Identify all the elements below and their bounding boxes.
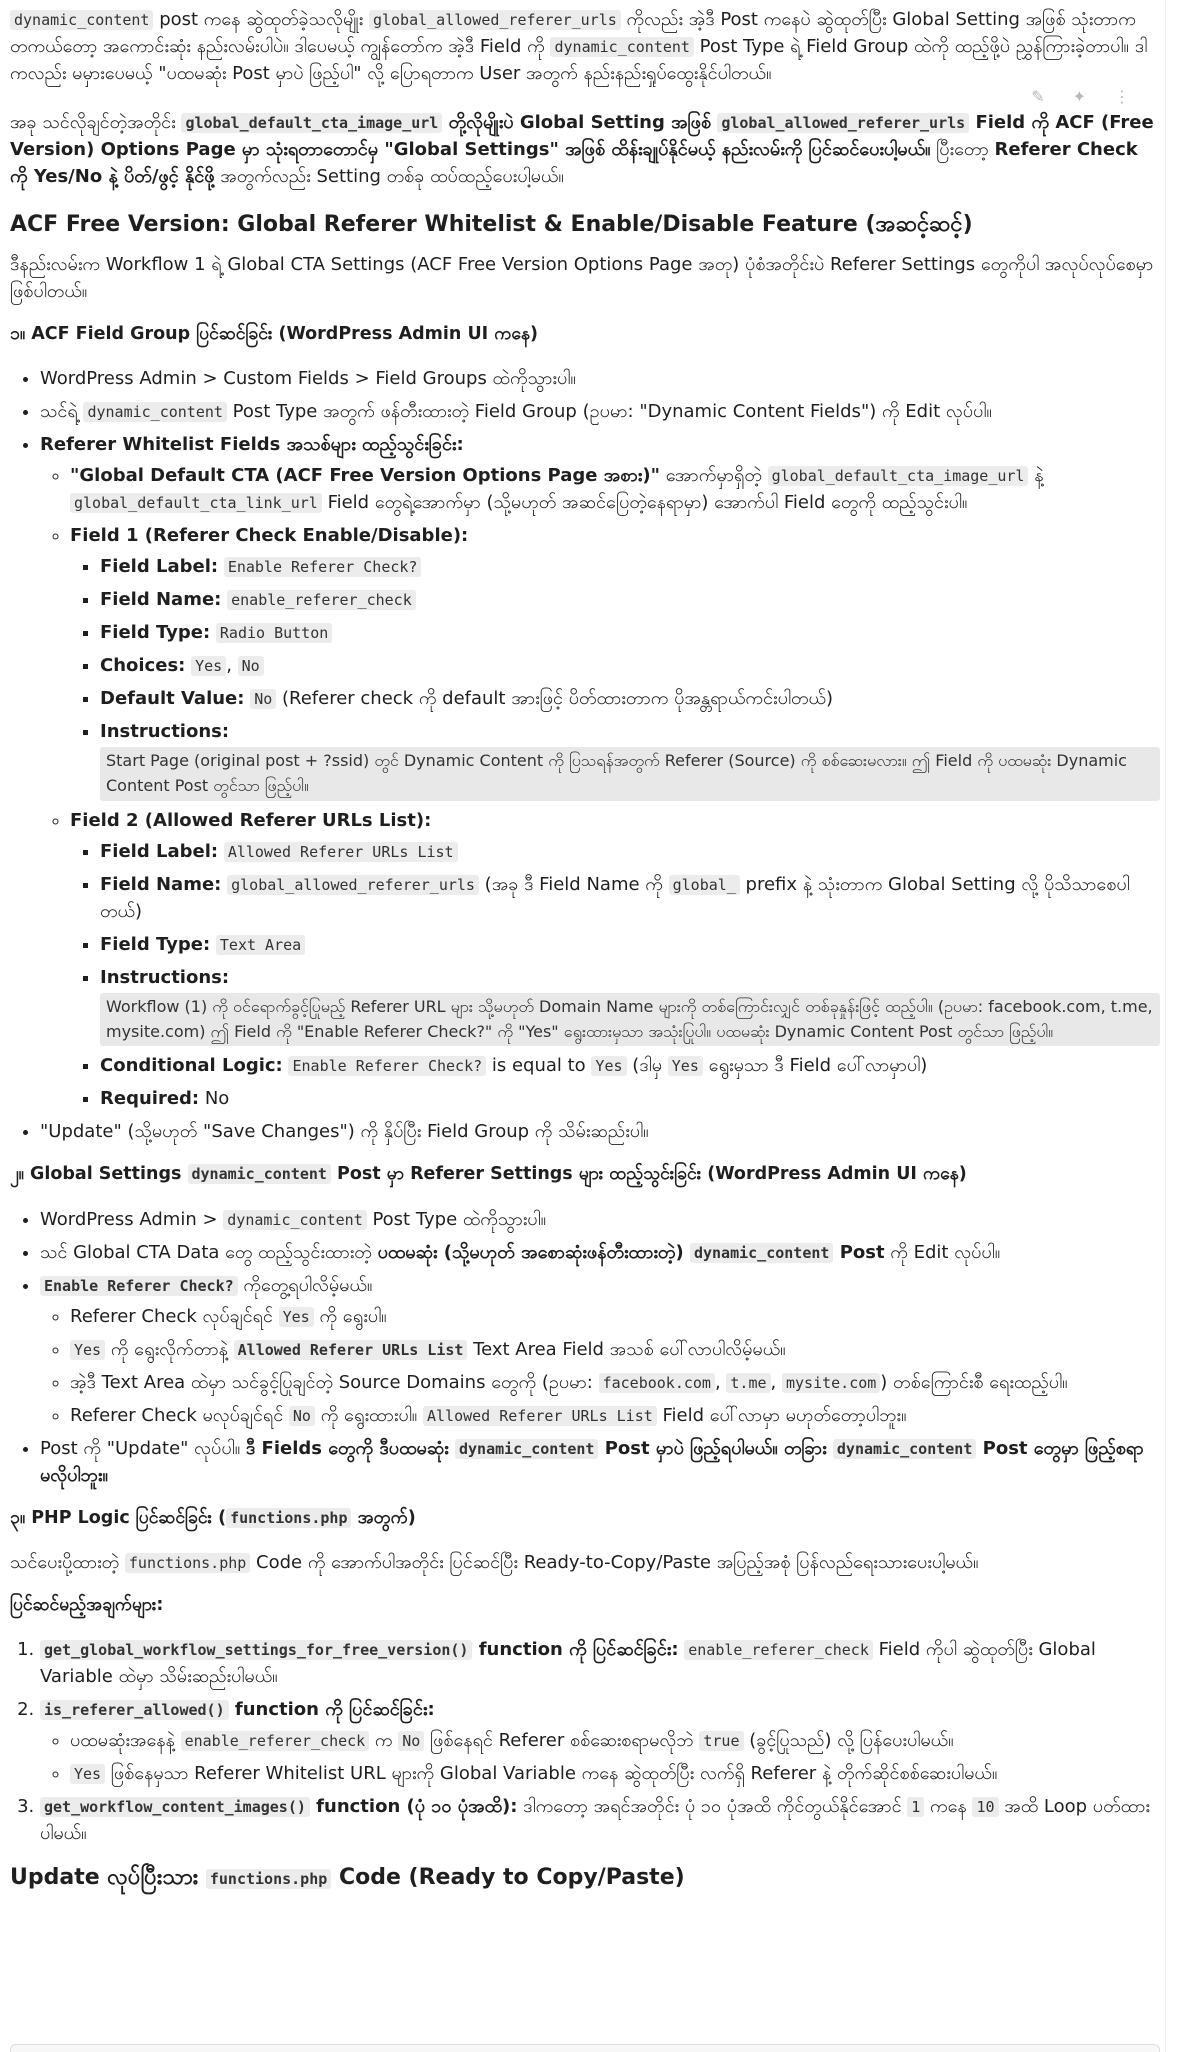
- step-1-list: [10, 365, 1160, 1145]
- list-item: ◦ အဲ့ဒီ Text Area ထဲမှာ သင်ခွင့်ပြုချင်တဲ့ Source Domains တွေကို (ဥပမာ: facebook.com , t.me , mysite.com ) တစ်ကြောင်းစီ ရေးထည့်ပါ။: [70, 1369, 1160, 1396]
- inline-code: global_default_cta_image_url: [181, 113, 442, 133]
- inline-code: 1: [907, 1797, 924, 1817]
- scroll-edge: [1165, 0, 1174, 2052]
- inline-code: dynamic_content: [10, 10, 153, 30]
- sub-list: [40, 1727, 1160, 1787]
- sub-list: [40, 1303, 1160, 1429]
- list-item: ◦ Field 2 (Allowed Referer URLs List): ▪ Field Label: Allowed Referer URLs List ▪ Field Name: global_allowed_referer_urls (အခု ဒီ Field Name ကို global_ prefix နဲ့ သုံးတာက Global Setting လို့ ပိုသိသာစေပါတယ်) ▪ Field Type: Text Area ▪ Instructions: Workflow (1) ကို ဝင်ရောက်ခွင့်ပြုမည့် Referer URL များ သို့မဟုတ် Domain Name များကို တစ်ကြောင်းလျှင် တစ်ခုနှုန်းဖြင့် ထည့်ပါ။ (ဥပမာ: facebook.com, t.me, mysite.com) ဤ Field ကို "Enable Referer Check?" ကို "Yes" ရွေးထားမှသာ အသုံးပြုပါ။ ပထမဆုံး Dynamic Content Post တွင်သာ ဖြည့်ပါ။ ▪ Conditional Logic: Enable Referer Check? is equal to Yes (ဒါမှ Yes ရွေးမှသာ ဒီ Field ပေါ်လာမှာပါ) ▪ Required: No: [70, 807, 1160, 1113]
- more-options-icon[interactable]: ⋮: [1114, 87, 1130, 106]
- inline-code: No: [289, 1406, 315, 1426]
- list-item: ◦ ပထမဆုံးအနေနဲ့ enable_referer_check က No ဖြစ်နေရင် Referer စစ်ဆေးစရာမလိုဘဲ true (ခွင့်ပြုသည်) လို့ ပြန်ပေးပါမယ်။: [70, 1727, 1160, 1754]
- list-item: 3. get_workflow_content_images() function (ပုံ ၁၀ ပုံအထိ): ဒါကတော့ အရင်အတိုင်း ပုံ ၁၀ ပုံအထိ ကိုင်တွယ်နိုင်အောင် 1 ကနေ 10 အထိ Loop ပတ်ထားပါမယ်။: [40, 1793, 1160, 1847]
- list-item: • သင် Global CTA Data တွေ ထည့်သွင်းထားတဲ့ ပထမဆုံး (သို့မဟုတ် အစောဆုံးဖန်တီးထားတဲ့) dynamic_content Post ကို Edit လုပ်ပါ။: [40, 1239, 1160, 1266]
- inline-code: global_allowed_referer_urls: [369, 10, 621, 30]
- inline-code: Yes: [70, 1764, 105, 1784]
- list-item: • "Update" (သို့မဟုတ် "Save Changes") ကို နှိပ်ပြီး Field Group ကို သိမ်းဆည်းပါ။: [40, 1118, 1160, 1145]
- list-item: • WordPress Admin > dynamic_content Post Type ထဲကိုသွားပါ။: [40, 1206, 1160, 1233]
- intro-paragraph-2: အခု သင်လိုချင်တဲ့အတိုင်း global_default_cta_image_url တို့လိုမျိုးပဲ Global Setting အဖြစ် global_allowed_referer_urls Field ကို ACF (Free Version) Options Page မှာ သုံးရတာတောင်မှ "Global Settings" အဖြစ် ထိန်းချုပ်နိုင်မယ့် နည်းလမ်းကို ပြင်ဆင်ပေးပါ့မယ်။ ပြီးတော့ Referer Check ကို Yes/No နဲ့ ပိတ်/ဖွင့် နိုင်ဖို့ အတွက်လည်း Setting တစ်ခု ထပ်ထည့်ပေးပါ့မယ်။: [10, 112, 1154, 187]
- inline-code: mysite.com: [782, 1373, 880, 1393]
- list-item: ▪ Conditional Logic: Enable Referer Check? is equal to Yes (ဒါမှ Yes ရွေးမှသာ ဒီ Field ပေါ်လာမှာပါ): [100, 1052, 1160, 1079]
- list-item: ▪ Instructions: Start Page (original post + ?ssid) တွင် Dynamic Content ကို ပြသရန်အတွက် Referer (Source) ကို စစ်ဆေးမလား။ ဤ Field ကို ပထမဆုံး Dynamic Content Post တွင်သာ ဖြည့်ပါ။: [100, 718, 1160, 801]
- inline-code: 10: [972, 1797, 998, 1817]
- inline-code: Enable Referer Check?: [40, 1276, 238, 1296]
- inline-code: dynamic_content: [690, 1243, 833, 1263]
- list-item: 1. get_global_workflow_settings_for_free_version() function ကို ပြင်ဆင်ခြင်း: enable_referer_check Field ကိုပါ ဆွဲထုတ်ပြီး Global Variable ထဲမှာ သိမ်းဆည်းပါမယ်။: [40, 1636, 1160, 1690]
- sparkle-icon[interactable]: ✦: [1072, 87, 1086, 106]
- list-item: ▪ Default Value: No (Referer check ကို default အားဖြင့် ပိတ်ထားတာက ပိုအန္တရာယ်ကင်းပါတယ်): [100, 685, 1160, 712]
- inline-code: functions.php: [206, 1869, 331, 1889]
- list-item: ▪ Field Label: Allowed Referer URLs List: [100, 838, 1160, 865]
- intro-paragraph-1: dynamic_content post ကနေ ဆွဲထုတ်ခဲ့သလိုမျိုး global_allowed_referer_urls ကိုလည်း အဲ့ဒီ Post ကနေပဲ ဆွဲထုတ်ပြီး Global Setting အဖြစ် သုံးတာက တကယ်တော့ အကောင်းဆုံး နည်းလမ်းပါပဲ။ ဒါပေမယ့် ကျွန်တော်က အဲ့ဒီ Field ကို dynamic_content Post Type ရဲ့ Field Group ထဲကို ထည့်ဖို့ပဲ ညွှန်ကြားခဲ့တာပါ။ ဒါကလည်း မမှားပေမယ့် "ပထမဆုံး Post မှာပဲ ဖြည့်ပါ" လို့ ပြောရတာက User အတွက် နည်းနည်းရှုပ်ထွေးနိုင်ပါတယ်။: [10, 9, 1148, 84]
- section-heading: ACF Free Version: Global Referer Whitelist & Enable/Disable Feature (အဆင့်ဆင့်): [10, 212, 973, 237]
- inline-code: dynamic_content: [550, 37, 693, 57]
- list-item: ◦ Referer Check လုပ်ချင်ရင် Yes ကို ရွေးပါ။: [70, 1303, 1160, 1330]
- list-item: ▪ Field Label: Enable Referer Check?: [100, 553, 1160, 580]
- list-item: ▪ Required: No: [100, 1085, 1160, 1112]
- inline-code: is_referer_allowed(): [40, 1700, 229, 1720]
- field-2-props: [70, 838, 1160, 1113]
- code-block-top: [10, 2044, 1160, 2052]
- list-item: • Post ကို "Update" လုပ်ပါ။ ဒီ Fields တွေကို ဒီပထမဆုံး dynamic_content Post မှာပဲ ဖြည့်ရပါမယ်။ တခြား dynamic_content Post တွေမှာ ဖြည့်စရာ မလိုပါဘူး။: [40, 1435, 1160, 1489]
- step-2-heading: ၂။ Global Settings dynamic_content Post မှာ Referer Settings များ ထည့်သွင်းခြင်း (WordPress Admin UI ကနေ): [10, 1164, 967, 1185]
- inline-code: No: [250, 689, 276, 709]
- list-item: ◦ Yes ဖြစ်နေမှသာ Referer Whitelist URL များကို Global Variable ကနေ ဆွဲထုတ်ပြီး လက်ရှိ Referer နဲ့ တိုက်ဆိုင်စစ်ဆေးပါမယ်။: [70, 1760, 1160, 1787]
- field-1-props: [70, 553, 1160, 801]
- list-item: ▪ Field Name: global_allowed_referer_urls (အခု ဒီ Field Name ကို global_ prefix နဲ့ သုံးတာက Global Setting လို့ ပိုသိသာစေပါတယ်): [100, 871, 1160, 925]
- list-item: ◦ Referer Check မလုပ်ချင်ရင် No ကို ရွေးထားပါ။ Allowed Referer URLs List Field ပေါ်လာမှာ မဟုတ်တော့ပါဘူး။: [70, 1402, 1160, 1429]
- inline-code: No: [398, 1731, 424, 1751]
- inline-code: functions.php: [226, 1508, 351, 1528]
- step-3-paragraph: သင်ပေးပို့ထားတဲ့ functions.php Code ကို အောက်ပါအတိုင်း ပြင်ဆင်ပြီး Ready-to-Copy/Paste အပြည့်အစုံ ပြန်လည်ရေးသားပေးပါ့မယ်။: [10, 1551, 979, 1573]
- list-item: ▪ Field Type: Radio Button: [100, 619, 1160, 646]
- changes-list: [10, 1636, 1160, 1847]
- list-item: ▪ Field Type: Text Area: [100, 931, 1160, 958]
- list-item: • WordPress Admin > Custom Fields > Field Groups ထဲကိုသွားပါ။: [40, 365, 1160, 392]
- inline-code: Allowed Referer URLs List: [224, 842, 458, 862]
- inline-code: Yes: [279, 1307, 314, 1327]
- inline-code: functions.php: [125, 1553, 250, 1573]
- list-item: ▪ Field Name: enable_referer_check: [100, 586, 1160, 613]
- inline-code: get_global_workflow_settings_for_free_version(): [40, 1640, 472, 1660]
- step-3-heading: ၃။ PHP Logic ပြင်ဆင်ခြင်း ( functions.php အတွက်): [10, 1507, 416, 1528]
- inline-code: Yes: [191, 656, 226, 676]
- inline-code: Allowed Referer URLs List: [423, 1406, 657, 1426]
- inline-code: facebook.com: [599, 1373, 715, 1393]
- inline-code: global_allowed_referer_urls: [227, 875, 479, 895]
- inline-code: global_allowed_referer_urls: [717, 113, 969, 133]
- inline-code: Yes: [668, 1056, 703, 1076]
- inline-code: global_default_cta_link_url: [70, 493, 322, 513]
- list-item: ▪ Instructions: Workflow (1) ကို ဝင်ရောက်ခွင့်ပြုမည့် Referer URL များ သို့မဟုတ် Domain Name များကို တစ်ကြောင်းလျှင် တစ်ခုနှုန်းဖြင့် ထည့်ပါ။ (ဥပမာ: facebook.com, t.me, mysite.com) ဤ Field ကို "Enable Referer Check?" ကို "Yes" ရွေးထားမှသာ အသုံးပြုပါ။ ပထမဆုံး Dynamic Content Post တွင်သာ ဖြည့်ပါ။: [100, 964, 1160, 1047]
- list-item: 2. is_referer_allowed() function ကို ပြင်ဆင်ခြင်း: ◦ ပထမဆုံးအနေနဲ့ enable_referer_check က No ဖြစ်နေရင် Referer စစ်ဆေးစရာမလိုဘဲ true (ခွင့်ပြုသည်) လို့ ပြန်ပေးပါမယ်။ ◦ Yes ဖြစ်နေမှသာ Referer Whitelist URL များကို Global Variable ကနေ ဆွဲထုတ်ပြီး လက်ရှိ Referer နဲ့ တိုက်ဆိုင်စစ်ဆေးပါမယ်။: [40, 1696, 1160, 1787]
- list-item: • Referer Whitelist Fields အသစ်များ ထည့်သွင်းခြင်း: ◦ "Global Default CTA (ACF Free Version Options Page အစား)" အောက်မှာရှိတဲ့ global_default_cta_image_url နဲ့ global_default_cta_link_url Field တွေရဲ့အောက်မှာ (သို့မဟုတ် အဆင်ပြေတဲ့နေရာမှာ) အောက်ပါ Field တွေကို ထည့်သွင်းပါ။ ◦ Field 1 (Referer Check Enable/Disable): ▪ Field Label: Enable Referer Check? ▪ Field Name: enable_referer_check ▪ Field Type: Radio Button ▪ Choices: Yes , No ▪ Default Value: No (Referer check ကို default အားဖြင့် ပိတ်ထားတာက ပိုအန္တရာယ်ကင်းပါတယ်) ▪ Instructions: Start Page (original post + ?ssid) တွင် Dynamic Content ကို ပြသရန်အတွက် Referer (Source) ကို စစ်ဆေးမလား။ ဤ Field ကို ပထမဆုံး Dynamic Content Post တွင်သာ ဖြည့်ပါ။ ◦ Field 2 (Allowed Referer URLs List): ▪ Field Label: Allowed Referer URLs List ▪ Field Name: global_allowed_referer_urls (အခု ဒီ Field Name ကို global_ prefix နဲ့ သုံးတာက Global Setting လို့ ပိုသိသာစေပါတယ်) ▪ Field Type: Text Area ▪ Instructions: Workflow (1) ကို ဝင်ရောက်ခွင့်ပြုမည့် Referer URL များ သို့မဟုတ် Domain Name များကို တစ်ကြောင်းလျှင် တစ်ခုနှုန်းဖြင့် ထည့်ပါ။ (ဥပမာ: facebook.com, t.me, mysite.com) ဤ Field ကို "Enable Referer Check?" ကို "Yes" ရွေးထားမှသာ အသုံးပြုပါ။ ပထမဆုံး Dynamic Content Post တွင်သာ ဖြည့်ပါ။ ▪ Conditional Logic: Enable Referer Check? is equal to Yes (ဒါမှ Yes ရွေးမှသာ ဒီ Field ပေါ်လာမှာပါ) ▪ Required: No: [40, 431, 1160, 1112]
- message-toolbar: [10, 85, 1130, 106]
- inline-code: get_workflow_content_images(): [40, 1797, 310, 1817]
- inline-code: Allowed Referer URLs List: [234, 1340, 468, 1360]
- inline-code: Yes: [591, 1056, 626, 1076]
- inline-code: dynamic_content: [833, 1439, 976, 1459]
- inline-code: Radio Button: [216, 623, 332, 643]
- inline-code: Yes: [70, 1340, 105, 1360]
- list-item: ◦ "Global Default CTA (ACF Free Version Options Page အစား)" အောက်မှာရှိတဲ့ global_default_cta_image_url နဲ့ global_default_cta_link_url Field တွေရဲ့အောက်မှာ (သို့မဟုတ် အဆင်ပြေတဲ့နေရာမှာ) အောက်ပါ Field တွေကို ထည့်သွင်းပါ။: [70, 462, 1160, 516]
- instructions-code: Workflow (1) ကို ဝင်ရောက်ခွင့်ပြုမည့် Referer URL များ သို့မဟုတ် Domain Name များကို တစ်ကြောင်းလျှင် တစ်ခုနှုန်းဖြင့် ထည့်ပါ။ (ဥပမာ: facebook.com, t.me, mysite.com) ဤ Field ကို "Enable Referer Check?" ကို "Yes" ရွေးထားမှသာ အသုံးပြုပါ။ ပထမဆုံး Dynamic Content Post တွင်သာ ဖြည့်ပါ။: [100, 993, 1160, 1047]
- inline-code: No: [238, 656, 264, 676]
- inline-code: dynamic_content: [455, 1439, 598, 1459]
- sub-list: [40, 462, 1160, 1112]
- inline-code: t.me: [726, 1373, 770, 1393]
- section-intro: ဒီနည်းလမ်းက Workflow 1 ရဲ့ Global CTA Settings (ACF Free Version Options Page အတု) ပုံစံအတိုင်းပဲ Referer Settings တွေကိုပါ အလုပ်လုပ်စေမှာ ဖြစ်ပါတယ်။: [10, 254, 1154, 302]
- inline-code: enable_referer_check: [684, 1640, 873, 1660]
- list-item: ▪ Choices: Yes , No: [100, 652, 1160, 679]
- inline-code: enable_referer_check: [181, 1731, 370, 1751]
- list-item: • Enable Referer Check? ကိုတွေ့ရပါလိမ့်မယ်။ ◦ Referer Check လုပ်ချင်ရင် Yes ကို ရွေးပါ။ ◦ Yes ကို ရွေးလိုက်တာနဲ့ Allowed Referer URLs List Text Area Field အသစ် ပေါ်လာပါလိမ့်မယ်။ ◦ အဲ့ဒီ Text Area ထဲမှာ သင်ခွင့်ပြုချင်တဲ့ Source Domains တွေကို (ဥပမာ: facebook.com , t.me , mysite.com ) တစ်ကြောင်းစီ ရေးထည့်ပါ။ ◦ Referer Check မလုပ်ချင်ရင် No ကို ရွေးထားပါ။ Allowed Referer URLs List Field ပေါ်လာမှာ မဟုတ်တော့ပါဘူး။: [40, 1272, 1160, 1429]
- list-item: ◦ Yes ကို ရွေးလိုက်တာနဲ့ Allowed Referer URLs List Text Area Field အသစ် ပေါ်လာပါလိမ့်မယ်။: [70, 1336, 1160, 1363]
- step-1-heading: ၁။ ACF Field Group ပြင်ဆင်ခြင်း (WordPress Admin UI ကနေ): [10, 324, 538, 344]
- inline-code: dynamic_content: [223, 1210, 366, 1230]
- inline-code: Enable Referer Check?: [288, 1056, 486, 1076]
- list-item: ◦ Field 1 (Referer Check Enable/Disable): ▪ Field Label: Enable Referer Check? ▪ Field Name: enable_referer_check ▪ Field Type: Radio Button ▪ Choices: Yes , No ▪ Default Value: No (Referer check ကို default အားဖြင့် ပိတ်ထားတာက ပိုအန္တရာယ်ကင်းပါတယ်) ▪ Instructions: Start Page (original post + ?ssid) တွင် Dynamic Content ကို ပြသရန်အတွက် Referer (Source) ကို စစ်ဆေးမလား။ ဤ Field ကို ပထမဆုံး Dynamic Content Post တွင်သာ ဖြည့်ပါ။: [70, 522, 1160, 801]
- inline-code: global_: [669, 875, 740, 895]
- inline-code: global_default_cta_image_url: [768, 466, 1029, 486]
- inline-code: Enable Referer Check?: [224, 557, 422, 577]
- inline-code: dynamic_content: [83, 402, 226, 422]
- changes-subheading: ပြင်ဆင်မည့်အချက်များ:: [10, 1594, 164, 1615]
- instructions-code: Start Page (original post + ?ssid) တွင် Dynamic Content ကို ပြသရန်အတွက် Referer (Source) ကို စစ်ဆေးမလား။ ဤ Field ကို ပထမဆုံး Dynamic Content Post တွင်သာ ဖြည့်ပါ။: [100, 747, 1160, 801]
- list-item: • သင်ရဲ့ dynamic_content Post Type အတွက် ဖန်တီးထားတဲ့ Field Group (ဥပမာ: "Dynamic Content Fields") ကို Edit လုပ်ပါ။: [40, 398, 1160, 425]
- step-2-list: [10, 1206, 1160, 1489]
- inline-code: Text Area: [216, 935, 305, 955]
- inline-code: dynamic_content: [188, 1164, 331, 1184]
- final-heading: Update လုပ်ပြီးသား functions.php Code (Ready to Copy/Paste): [10, 1865, 685, 1891]
- inline-code: true: [699, 1731, 743, 1751]
- inline-code: enable_referer_check: [227, 590, 416, 610]
- edit-icon[interactable]: ✎: [1031, 87, 1045, 106]
